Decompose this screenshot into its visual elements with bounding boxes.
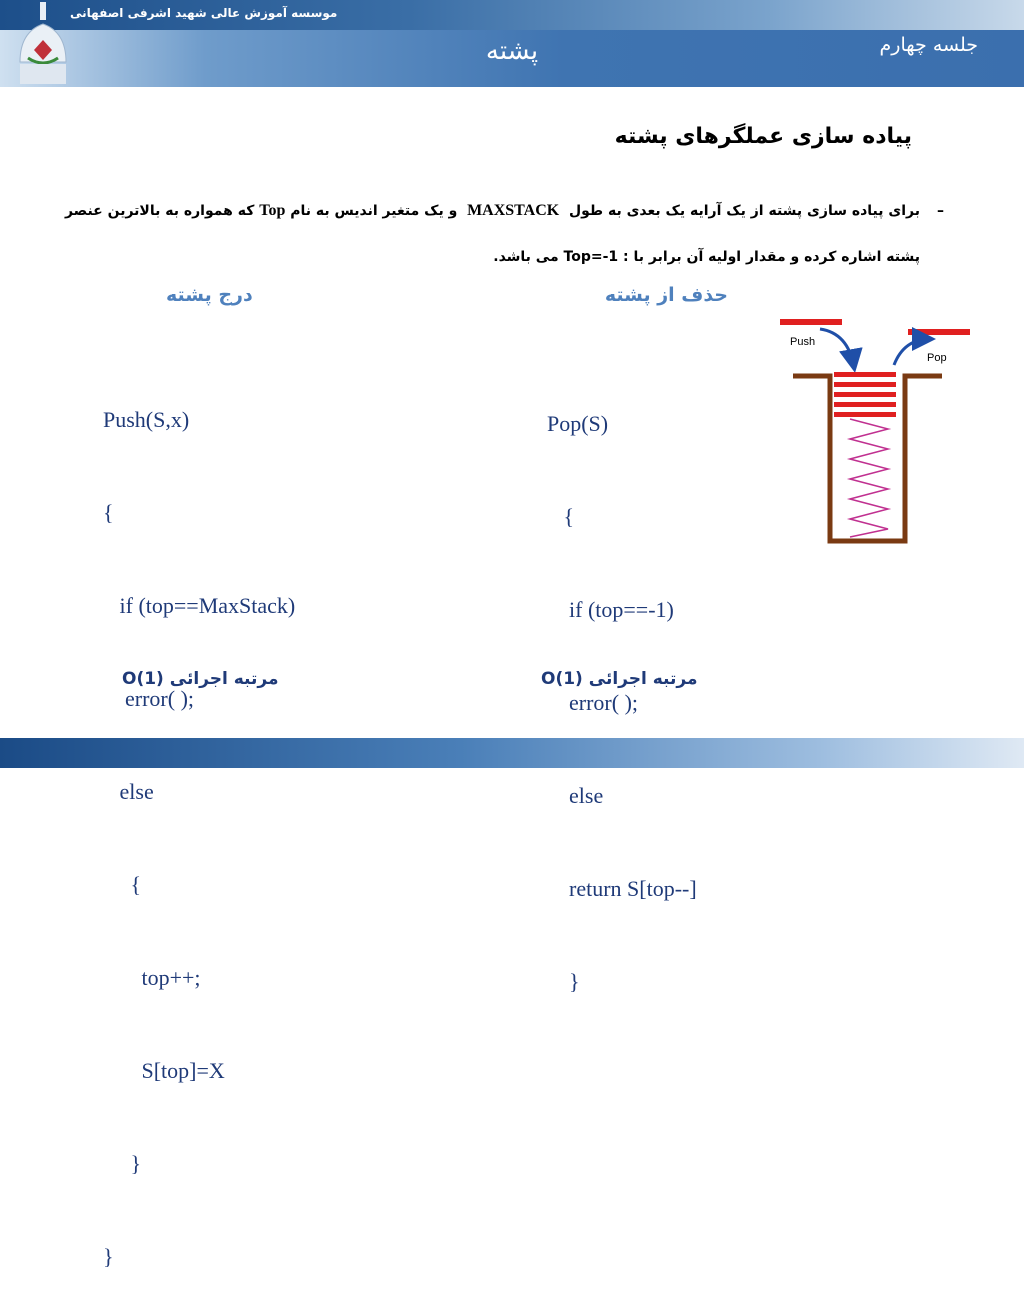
push-label: Push (790, 336, 816, 348)
bullet-text-3: که همواره به بالاترین عنصر پشته اشاره کرده و مقدار اولیه آن برابر با : (64, 203, 920, 265)
push-code-block (103, 342, 295, 1303)
code-line: } (103, 1151, 142, 1176)
stack-plate (834, 382, 896, 387)
code-line: Push(S,x) (103, 407, 190, 432)
code-line: error( ); (103, 686, 195, 711)
code-line: else (103, 779, 154, 804)
push-arrow-icon (820, 329, 854, 367)
institute-name: موسسه آموزش عالی شهید اشرفی اصفهانی (70, 6, 338, 20)
code-line: else (547, 783, 604, 808)
complexity-label: مرتبه اجرائی (169, 669, 279, 689)
stack-plate (834, 412, 896, 417)
session-label: جلسه چهارم (879, 34, 978, 56)
pop-arrow-icon (894, 339, 930, 365)
pop-complexity (541, 669, 697, 689)
code-line: { (547, 504, 575, 529)
code-line: if (top==MaxStack) (103, 593, 296, 618)
bottom-banner (0, 738, 1024, 768)
pop-section-title: حذف از پشته (604, 284, 728, 306)
stack-plate (834, 402, 896, 407)
code-line: } (547, 969, 580, 994)
push-complexity (122, 669, 278, 689)
slide-title: پشته (485, 36, 539, 66)
bullet-dash: – (937, 203, 944, 219)
code-line: } (103, 1244, 114, 1269)
bullet-text-1: برای پیاده سازی پشته از یک آرایه یک بعدی به طول (568, 203, 920, 219)
code-line: top++; (103, 965, 201, 990)
pop-plate (908, 329, 970, 335)
push-plate (780, 319, 842, 325)
bullet-text-2: و یک متغیر اندیس به نام (290, 203, 458, 219)
code-line: Pop(S) (547, 411, 609, 436)
code-line: { (103, 872, 142, 897)
top-banner (0, 0, 1024, 30)
code-line: S[top]=X (103, 1058, 225, 1083)
maxstack-term: MAXSTACK (467, 202, 560, 219)
top-term: Top (259, 202, 286, 219)
bullet-text-4: می باشد. (493, 249, 559, 265)
code-line: error( ); (547, 690, 639, 715)
complexity-value: O(1) (122, 669, 164, 689)
stack-plate (834, 392, 896, 397)
stack-plate (834, 372, 896, 377)
bullet-paragraph (40, 188, 944, 280)
pop-label: Pop (927, 352, 947, 364)
top-initial-value: Top=-1 (563, 249, 619, 265)
complexity-label: مرتبه اجرائی (588, 669, 698, 689)
code-line: return S[top--] (547, 876, 697, 901)
push-section-title: درج پشته (166, 284, 253, 306)
code-line: if (top==-1) (547, 597, 674, 622)
code-line: { (103, 500, 114, 525)
stack-diagram (770, 315, 980, 550)
stack-container (793, 376, 942, 541)
spring-icon (850, 419, 888, 537)
complexity-value: O(1) (541, 669, 583, 689)
section-heading: پیاده سازی عملگرهای پشته (614, 124, 912, 149)
